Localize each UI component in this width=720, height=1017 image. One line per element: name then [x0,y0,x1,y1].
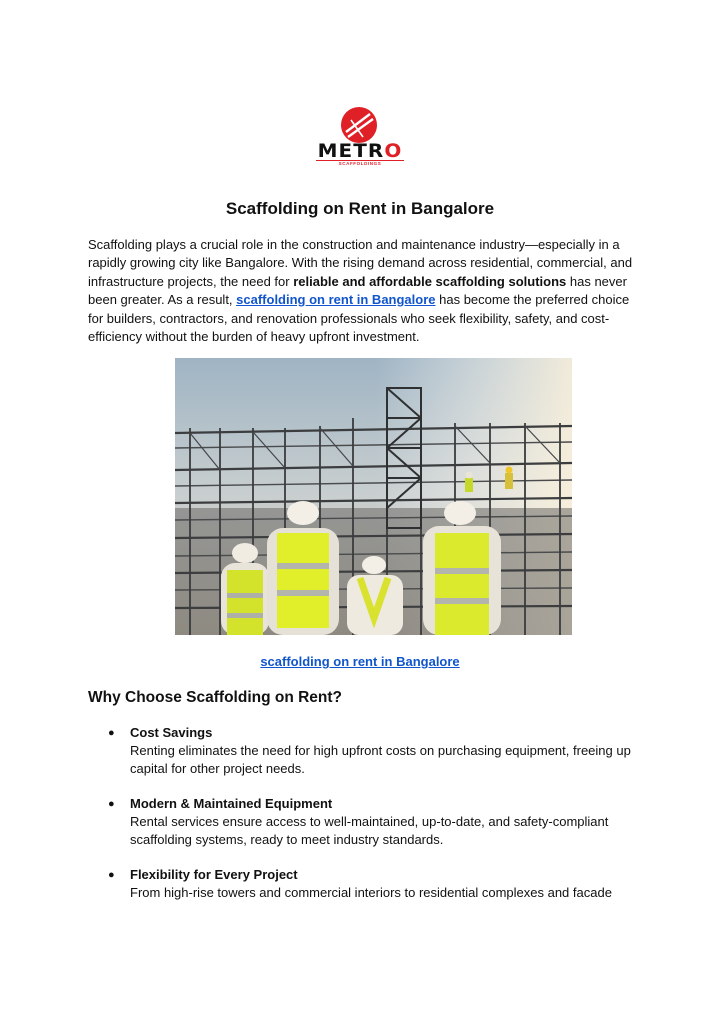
scaffolding-workers-photo [175,358,572,635]
intro-link[interactable]: scaffolding on rent in Bangalore [236,292,436,308]
intro-paragraph [88,236,638,346]
caption-link[interactable]: scaffolding on rent in Bangalore [260,654,460,669]
metro-logo [312,102,408,166]
bullet-icon: ● [108,727,115,739]
intro-text: has never been greater. As a result, [88,273,627,308]
list-item-text: From high-rise towers and commercial interiors to residential complexes and facade [130,885,612,900]
logo-emblem-icon [340,106,378,144]
logo-wordmark: METRO [317,140,403,162]
list-item-heading: Modern & Maintained Equipment [130,796,333,811]
list-item-heading: Flexibility for Every Project [130,867,298,882]
caption-link-wrapper [0,654,720,669]
list-item [108,795,638,849]
bullet-icon: ● [108,798,115,810]
list-item [108,724,638,778]
logo-subtitle: SCAFFOLDINGS [316,160,404,167]
intro-bold-text: reliable and affordable scaffolding solutions [293,273,567,289]
bullet-icon: ● [108,869,115,881]
page-title: Scaffolding on Rent in Bangalore [225,199,495,218]
list-item [108,866,638,902]
intro-text: Scaffolding plays a crucial role in the construction and maintenance industry—especially in a rapidly growing city like Bangalore. With the rising demand across residential, commercial, and infrastructure projects, the need for [88,237,633,289]
benefits-list [108,724,638,919]
intro-text: has become the preferred choice for builders, contractors, and renovation professionals who seek flexibility, safety, and cost-efficiency without the burden of heavy upfront investment. [88,292,630,345]
section-heading: Why Choose Scaffolding on Rent? [88,689,343,706]
list-item-text: Renting eliminates the need for high upfront costs on purchasing equipment, freeing up capital for other project needs. [130,743,631,776]
list-item-heading: Cost Savings [130,725,213,740]
list-item-text: Rental services ensure access to well-maintained, up-to-date, and safety-compliant scaffolding systems, ready to meet industry standards. [130,814,609,847]
